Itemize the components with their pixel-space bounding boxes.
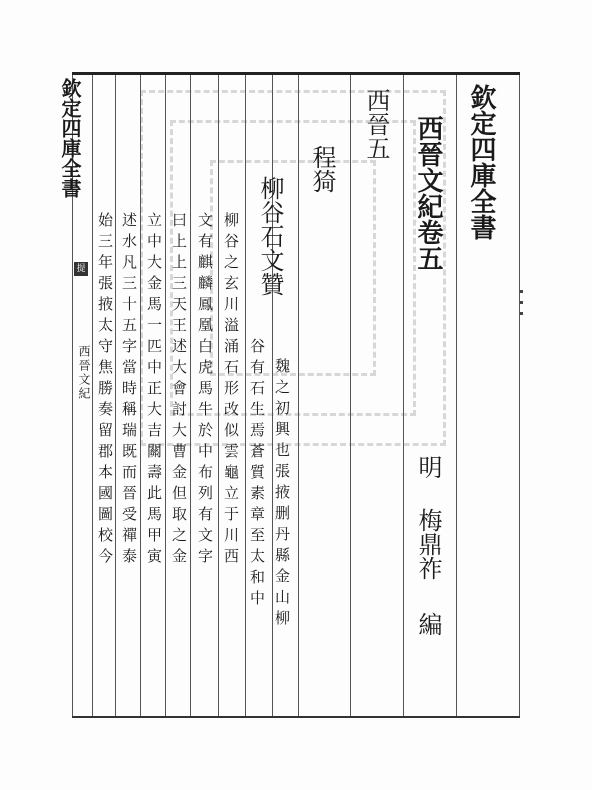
frame-bottom-rule <box>72 716 520 718</box>
section-subheading: 程猗 <box>308 145 336 193</box>
book-title: 西晉文紀卷五 <box>413 115 443 271</box>
column-rule <box>165 75 166 716</box>
column-rule <box>350 75 351 716</box>
column-rule <box>403 75 404 716</box>
author-role: 編 <box>414 612 442 636</box>
frame-right-rule <box>519 75 520 716</box>
column-rule <box>115 75 116 716</box>
binding-dots <box>520 290 526 330</box>
column-rule <box>218 75 219 716</box>
body-line: 柳谷之玄川溢涌石形改似雲龜立于川西 <box>222 212 240 569</box>
body-line: 魏之初興也張掖删丹縣金山柳 <box>273 358 291 631</box>
section-heading: 西晉五 <box>362 88 390 160</box>
column-rule <box>92 75 93 716</box>
body-line: 始三年張掖太守焦勝奏留郡本國圖校今 <box>96 212 114 569</box>
margin-collection-title: 欽定四庫全書 <box>58 78 82 198</box>
author-dynasty: 明 <box>414 455 442 479</box>
tab-mark: 提要 <box>74 262 88 276</box>
body-line: 述水凡三十五字當時稱瑞既而晉受禪泰 <box>120 212 138 569</box>
article-title: 柳谷石文贊 <box>256 176 284 296</box>
body-line: 曰上上三天王述大會討大曹金但取之金 <box>170 212 188 569</box>
collection-title: 欽定四庫全書 <box>466 84 496 240</box>
margin-note: 西晉文紀 <box>77 345 91 401</box>
body-line: 谷有石生焉蒼質素章至太和中 <box>248 338 266 611</box>
author-name: 梅鼎祚 <box>414 508 442 580</box>
column-rule <box>245 75 246 716</box>
column-rule <box>298 75 299 716</box>
column-rule <box>456 75 457 716</box>
column-rule <box>190 75 191 716</box>
body-line: 立中大金馬一匹中正大吉關壽此馬甲寅 <box>145 212 163 569</box>
column-rule <box>140 75 141 716</box>
body-line: 文有麒麟鳳凰白虎馬牛於中布列有文字 <box>196 212 214 569</box>
